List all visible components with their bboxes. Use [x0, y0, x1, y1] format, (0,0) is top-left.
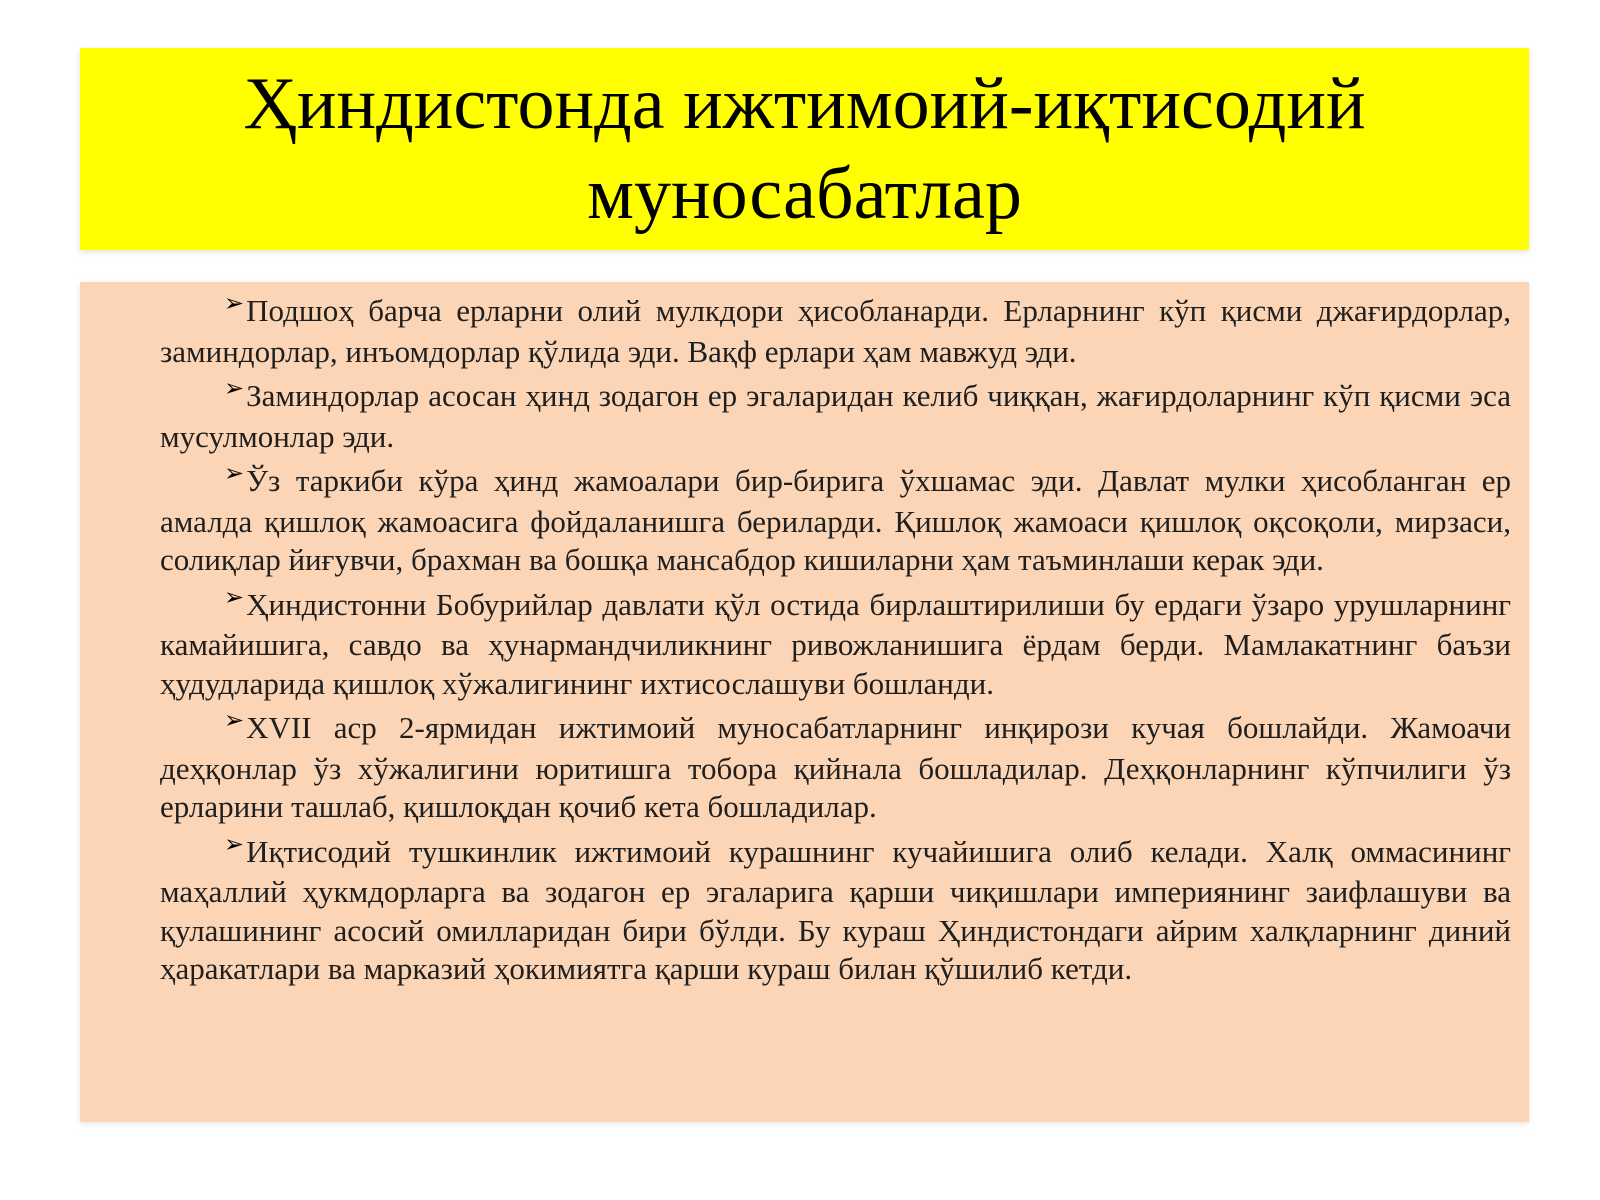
arrow-bullet-icon: ➢: [224, 582, 245, 611]
bullet-paragraph: [160, 829, 1511, 989]
slide-title: Ҳиндистонда ижтимоий-иқтисодий муносабатлар: [243, 63, 1366, 235]
arrow-bullet-icon: ➢: [224, 459, 245, 487]
bullet-paragraph: [160, 706, 1511, 827]
bullet-paragraph: [160, 582, 1511, 704]
paragraph-text: Ҳиндистонни Бобурийлар давлати қўл остида бирлаштирилиши бу ердаги ўзаро урушларнинг камайишига, савдо ва ҳунармандчиликнинг ривожланишига ёрдам берди. Мамлакатнинг баъзи ҳудудларида қишлоқ хўжалигининг ихтисослашуви бошланди.: [160, 586, 1511, 701]
arrow-bullet-icon: ➢: [224, 289, 245, 317]
bullet-paragraph: [160, 459, 1511, 580]
content-panel: [80, 282, 1529, 1122]
bullet-paragraph: [160, 374, 1511, 456]
paragraph-text: Заминдорлар асосан ҳинд зодагон ер эгаларидан келиб чиққан, жағирдоларнинг кўп қисми эса мусулмонлар эди.: [160, 378, 1511, 454]
paragraph-text: Подшоҳ барча ерларни олий мулкдори ҳисобланарди. Ерларнинг кўп қисми джағирдорлар, заминдорлар, инъомдорлар қўлида эди. Вақф ерлари ҳам мавжуд эди.: [160, 293, 1511, 369]
bullet-paragraph: [160, 289, 1511, 371]
title-banner: [80, 48, 1529, 250]
arrow-bullet-icon: ➢: [224, 374, 245, 402]
paragraph-text: Иқтисодий тушкинлик ижтимоий курашнинг кучайишига олиб келади. Халқ оммасининг маҳаллий ҳукмдорларга ва зодагон ер эгаларига қарши чиқишлари империянинг заифлашуви ва қулашининг асосий омилларидан бири бўлди. Бу кураш Ҳиндистондаги айрим халқларнинг диний ҳаракатлари ва марказий ҳокимиятга қарши кураш билан қўшилиб кетди.: [160, 833, 1511, 986]
paragraph-text: XVII аср 2-ярмидан ижтимоий муносабатларнинг инқирози кучая бошлайди. Жамоачи деҳқонлар ўз хўжалигини юритишга тобора қийнала бошладилар. Деҳқонларнинг кўпчилиги ўз ерларини ташлаб, қишлоқдан қочиб кета бошладилар.: [160, 710, 1511, 824]
paragraph-text: Ўз таркиби кўра ҳинд жамоалари бир-бирига ўхшамас эди. Давлат мулки ҳисобланган ер амалда қишлоқ жамоасига фойдаланишга бериларди. Қишлоқ жамоаси қишлоқ оқсоқоли, мирзаси, солиқлар йиғувчи, брахман ва бошқа мансабдор кишиларни ҳам таъминлаши керак эди.: [160, 463, 1511, 577]
arrow-bullet-icon: ➢: [224, 829, 245, 858]
arrow-bullet-icon: ➢: [224, 706, 245, 734]
